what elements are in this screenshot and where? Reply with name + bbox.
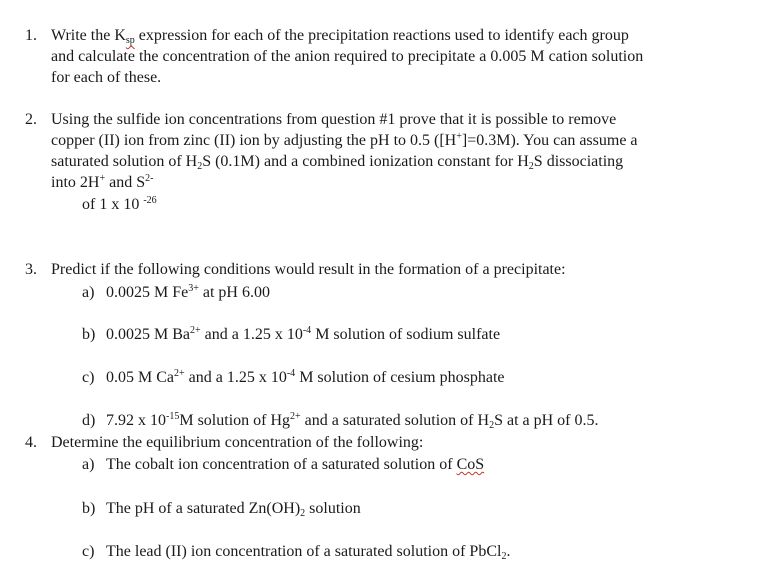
- question-2-line-1: Using the sulfide ion concentrations from question #1 prove that it is possible to remove: [51, 111, 617, 128]
- question-3d-text: 7.92 x $10^{-15}M$ solution of $Hg^{2+}$ and a saturated solution of $H_2S$ at a pH of 0.5.: [106, 411, 599, 431]
- question-4c-label: c): [82, 543, 95, 560]
- ksp-subscript: sp: [125, 35, 135, 46]
- question-1-number: 1.: [25, 27, 37, 44]
- question-3c-label: c): [82, 369, 95, 386]
- question-2-number: 2.: [25, 111, 37, 128]
- question-3a-label: a): [82, 284, 95, 301]
- question-3-intro: Predict if the following conditions would result in the formation of a precipitate:: [51, 261, 566, 278]
- question-2-line-5: of 1 x 10 $^{-26}$: [82, 195, 157, 213]
- question-3b-text: 0.0025 M $Ba^{2+}$ and a 1.25 x $10^{-4}$ M solution of sodium sulfate: [106, 325, 501, 343]
- question-1-line-2: and calculate the concentration of the anion required to precipitate a 0.005 M cation solution: [51, 48, 644, 65]
- question-2-line-4: into 2H+ and $S^{2-}$: [51, 173, 154, 191]
- question-3b-label: b): [82, 326, 96, 343]
- question-4-number: 4.: [25, 434, 37, 451]
- question-3a-text: 0.0025 M $Fe^{3+}$ at pH 6.00: [106, 283, 270, 301]
- question-4b-text: The pH of a saturated $Zn(OH)_2$ solution: [106, 500, 361, 519]
- question-4a-text: The cobalt ion concentration of a saturated solution of CoS: [106, 456, 485, 473]
- question-4b-label: b): [82, 500, 96, 517]
- question-1-line-3: for each of these.: [51, 69, 162, 86]
- question-4a-label: a): [82, 456, 95, 473]
- question-4c-text: The lead (II) ion concentration of a saturated solution of PbCl$_2$.: [106, 543, 511, 562]
- spellcheck-word: CoS: [456, 456, 485, 473]
- question-2-line-3: saturated solution of $H_2S$ (0.1M) and a combined ionization constant for $H_2S$ dissociating: [51, 153, 624, 172]
- question-4-intro: Determine the equilibrium concentration of the following:: [51, 434, 424, 451]
- question-3d-label: d): [82, 412, 96, 429]
- question-2-line-2: copper (II) ion from zinc (II) ion by adjusting the pH to 0.5 ([H+]=0.3M). You can assume a: [51, 131, 638, 149]
- question-3-number: 3.: [25, 261, 37, 278]
- question-3c-text: 0.05 M $Ca^{2+}$ and a 1.25 x $10^{-4}$ M solution of cesium phosphate: [106, 368, 505, 386]
- question-1-line-1: Write the $K_{sp}$ expression for each of the precipitation reactions used to identify each group: [51, 27, 629, 46]
